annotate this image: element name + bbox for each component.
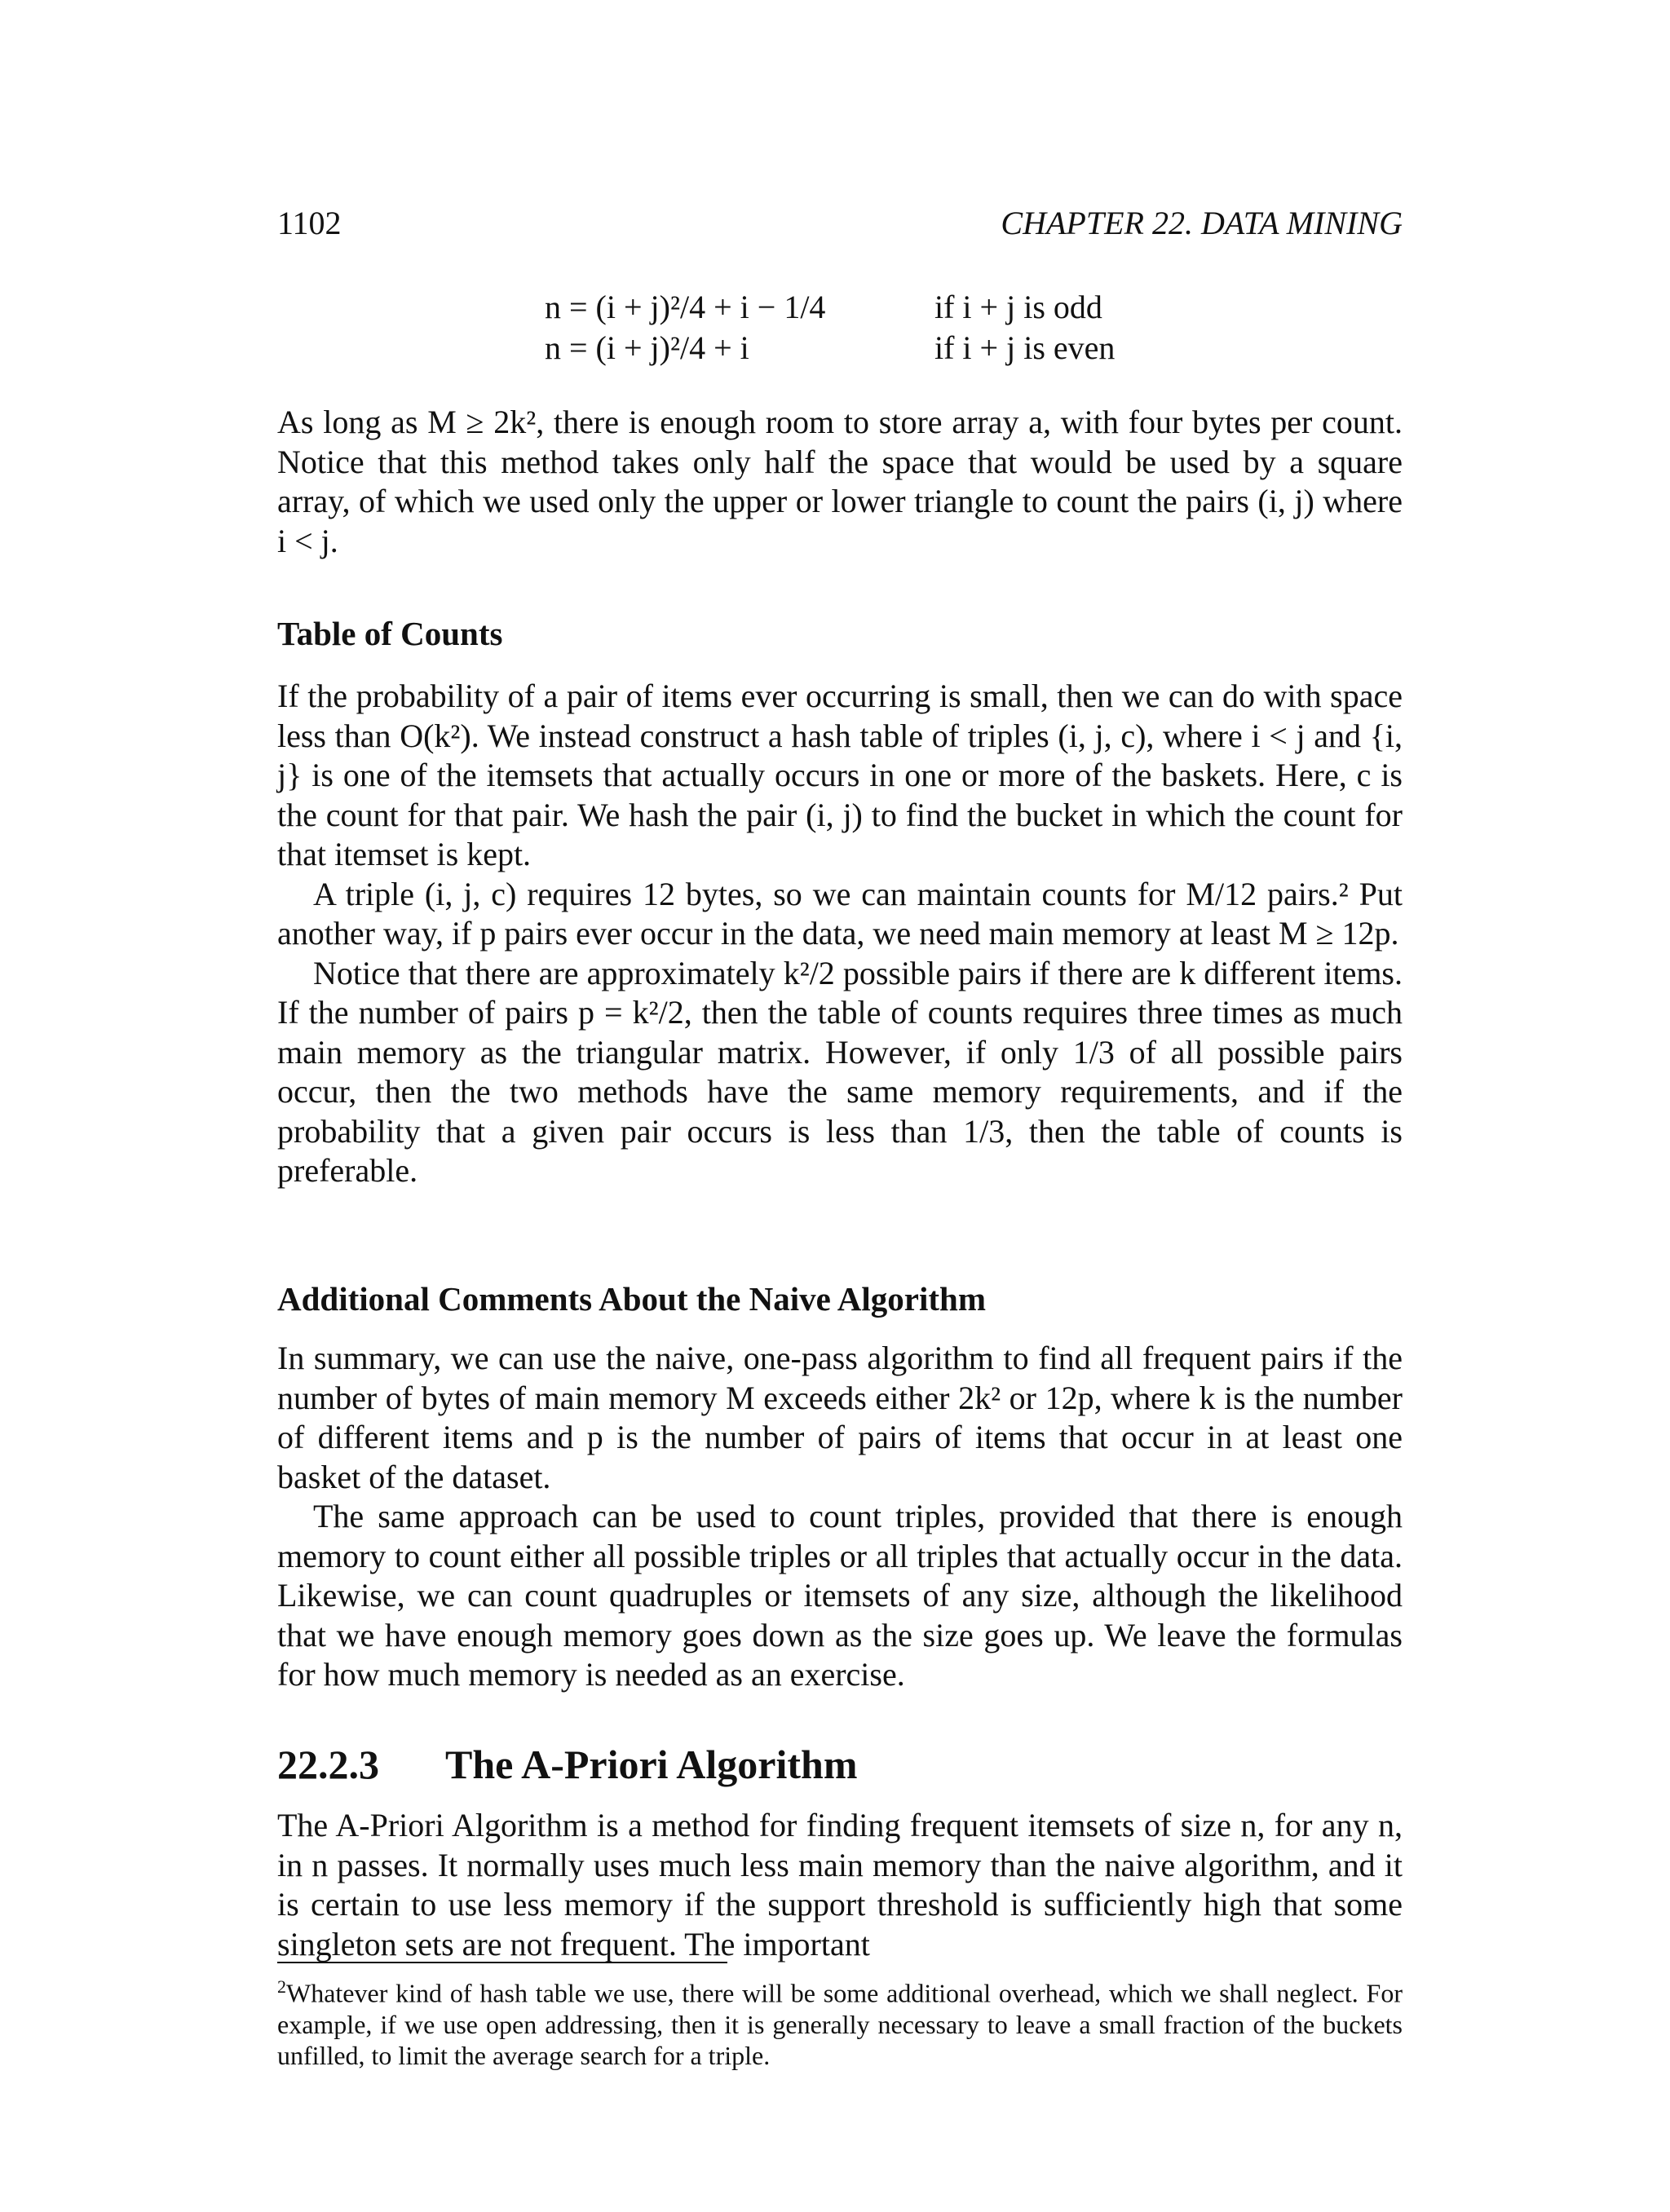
counts-section — [277, 613, 1403, 654]
display-equations — [545, 287, 1115, 369]
heading-table-of-counts: Table of Counts — [277, 615, 503, 652]
equation-lhs: n = (i + j)²/4 + i — [545, 329, 749, 366]
paragraph-naive-1: In summary, we can use the naive, one-pass algorithm to find all frequent pairs if the number of bytes of main memory M exceeds either 2k² or 12p, where k is the number of different items and p is the number of pairs of items that occur in at least one basket of the dataset. — [277, 1340, 1403, 1495]
equation-condition: if i + j is even — [934, 329, 1116, 366]
footnote-text: Whatever kind of hash table we use, there will be some additional overhead, which we shall neglect. For example, if we use open addressing, then it is generally necessary to leave a small fraction of the buckets unfilled, to limit the average search for a triple. — [277, 1978, 1403, 2070]
equation-lhs: n = (i + j)²/4 + i − 1/4 — [545, 289, 826, 325]
paragraph-apriori: The A-Priori Algorithm is a method for finding frequent itemsets of size n, for any n, in n passes. It normally uses much less main memory than the naive algorithm, and it is certain to use less memory if the support threshold is sufficiently high that some singleton sets are not frequent. The important — [277, 1807, 1403, 1963]
running-head — [277, 202, 1403, 245]
page-number: 1102 — [277, 205, 342, 241]
equation-condition: if i + j is odd — [934, 289, 1102, 325]
apriori-body — [277, 1806, 1403, 1964]
naive-section — [277, 1278, 1403, 1319]
intro-block — [277, 403, 1403, 561]
chapter-title: CHAPTER 22. DATA MINING — [1001, 205, 1403, 241]
section-number: 22.2.3 — [277, 1742, 379, 1787]
paragraph-counts-1: If the probability of a pair of items ever occurring is small, then we can do with space less than O(k²). We instead construct a hash table of triples (i, j, c), where i < j and {i, j} is one of the itemsets that actually occurs in one or more of the baskets. Here, c is the count for that pair. We hash the pair (i, j) to find the bucket in which the count for that itemset is kept. — [277, 678, 1403, 872]
counts-body — [277, 677, 1403, 1191]
footnote-rule — [277, 1962, 727, 1963]
naive-body — [277, 1339, 1403, 1695]
footnote — [277, 1971, 1403, 2071]
footnote-mark: 2 — [277, 1976, 286, 1997]
paragraph-intro: As long as M ≥ 2k², there is enough room to store array a, with four bytes per count. Notice that this method takes only half the space that would be used by a square array, of which we used only the upper or lower triangle to count the pairs (i, j) where i < j. — [277, 404, 1403, 559]
paragraph-counts-3: Notice that there are approximately k²/2 possible pairs if there are k different items. If the number of pairs p = k²/2, then the table of counts requires three times as much main memory as the triangular matrix. However, if only 1/3 of all possible pairs occur, then the two methods have the same memory requirements, and if the probability that a given pair occurs is less than 1/3, then the table of counts is preferable. — [277, 954, 1403, 1189]
section-heading — [277, 1740, 1403, 1789]
section-title: The A-Priori Algorithm — [445, 1742, 858, 1787]
heading-naive-algorithm: Additional Comments About the Naive Algorithm — [277, 1280, 987, 1318]
equation-row — [545, 328, 1115, 369]
apriori-section — [277, 1740, 1403, 1789]
paragraph-naive-2: The same approach can be used to count triples, provided that there is enough memory to count either all possible triples or all triples that actually occur in the data. Likewise, we can count quadruples or itemsets of any size, although the likelihood that we have enough memory goes down as the size goes up. We leave the formulas for how much memory is needed as an exercise. — [277, 1498, 1403, 1693]
paragraph-counts-2: A triple (i, j, c) requires 12 bytes, so we can maintain counts for M/12 pairs.² Put another way, if p pairs ever occur in the data, we need main memory at least M ≥ 12p. — [277, 875, 1403, 951]
equation-row — [545, 287, 1115, 328]
